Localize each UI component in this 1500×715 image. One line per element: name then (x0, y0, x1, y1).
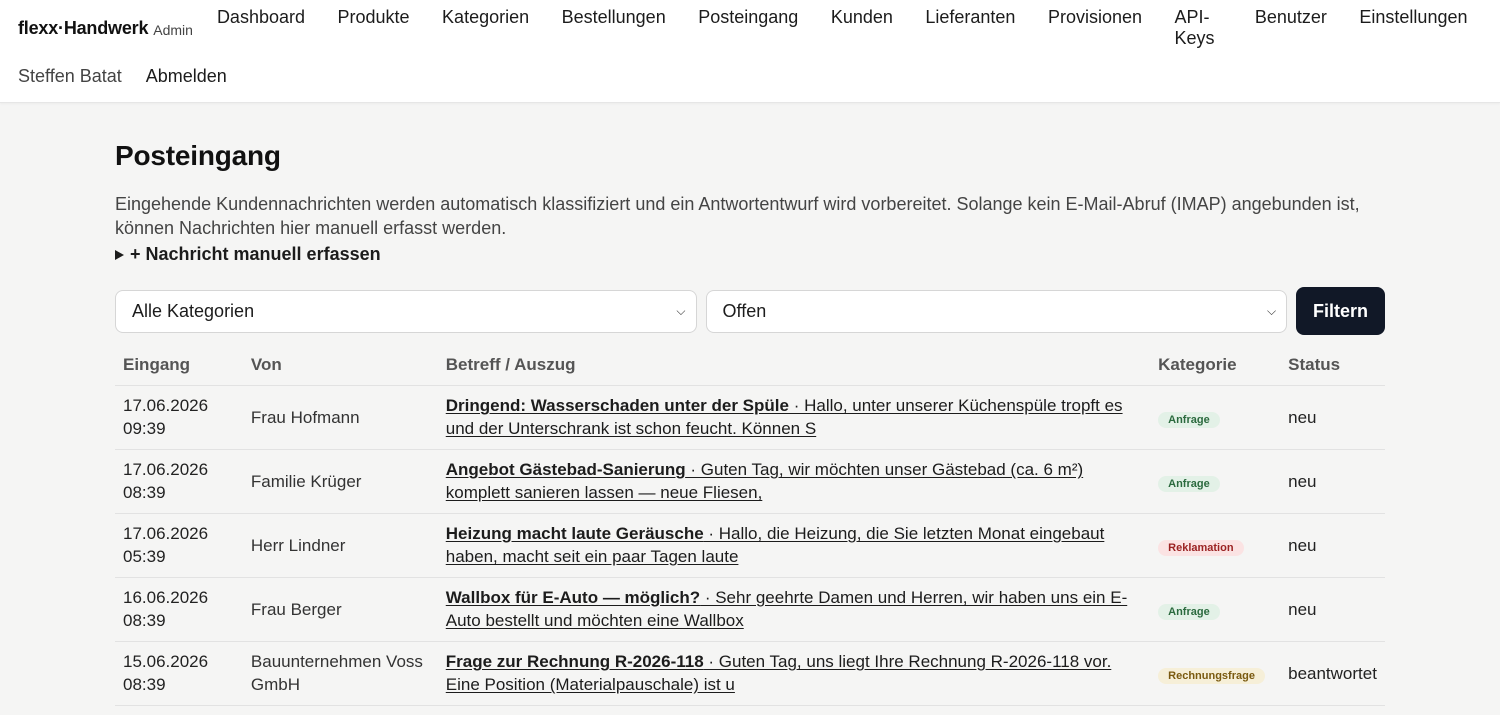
nav-link-posteingang[interactable]: Posteingang (698, 7, 799, 27)
brand-subtitle: Admin (153, 21, 193, 38)
sender-cell: Frau Hofmann (243, 385, 438, 449)
sender-cell: Herr Lindner (243, 513, 438, 577)
received-time: 08:39 (123, 675, 166, 694)
nav-link-kategorien[interactable]: Kategorien (442, 7, 530, 27)
column-header-betreff: Betreff / Auszug (438, 345, 1150, 385)
nav-link-produkte[interactable]: Produkte (337, 7, 410, 27)
category-cell (1150, 577, 1280, 641)
category-badge: Rechnungsfrage (1158, 668, 1265, 684)
message-subject: Wallbox für E-Auto — möglich? (445, 588, 701, 607)
chevron-down-icon: ⌵ (676, 303, 686, 318)
status-cell: neu (1280, 449, 1385, 513)
subject-cell (438, 577, 1150, 641)
message-subject: Angebot Gästebad-Sanierung (445, 460, 686, 479)
message-excerpt: · Sehr geehrte Damen und Herren, wir haben uns ein E-Auto bestellt und möchten eine Wallbox (445, 588, 1128, 630)
nav-link-benutzer[interactable]: Benutzer (1254, 7, 1327, 27)
received-cell (115, 449, 243, 513)
message-excerpt: · Hallo, unter unserer Küchenspüle tropft es und der Unterschrank ist schon feucht. Können S (445, 396, 1123, 438)
status-cell: neu (1280, 385, 1385, 449)
column-header-von: Von (243, 345, 438, 385)
main-content (115, 104, 1385, 706)
top-navbar (0, 0, 1500, 103)
nav-row-user (18, 56, 227, 96)
table-row (115, 641, 1385, 705)
message-excerpt: · Guten Tag, uns liegt Ihre Rechnung R-2026-118 vor. Eine Position (Materialpauschale) ist u (445, 652, 1112, 694)
status-cell: beantwortet (1280, 641, 1385, 705)
received-date: 17.06.2026 (123, 460, 209, 479)
nav-link-provisionen[interactable]: Provisionen (1047, 7, 1143, 27)
received-time: 09:39 (123, 419, 166, 438)
category-cell (1150, 641, 1280, 705)
message-excerpt: · Hallo, die Heizung, die Sie letzten Monat eingebaut haben, macht seit ein paar Tagen laute (445, 524, 1105, 566)
message-link[interactable] (446, 652, 1112, 694)
received-date: 16.06.2026 (123, 588, 209, 607)
brand-logo[interactable]: flexx·Handwerk (18, 17, 149, 38)
received-cell (115, 577, 243, 641)
nav-link-dashboard[interactable]: Dashboard (216, 7, 305, 27)
column-header-status: Status (1280, 345, 1385, 385)
status-filter-select[interactable] (706, 290, 1288, 333)
category-badge: Anfrage (1158, 476, 1220, 492)
message-subject: Heizung macht laute Geräusche (445, 524, 704, 543)
sender-cell: Familie Krüger (243, 449, 438, 513)
received-date: 17.06.2026 (123, 396, 209, 415)
category-cell (1150, 449, 1280, 513)
message-link[interactable] (446, 460, 1083, 502)
logout-link[interactable]: Abmelden (145, 65, 227, 86)
category-badge: Anfrage (1158, 604, 1220, 620)
nav-link-lieferanten[interactable]: Lieferanten (925, 7, 1016, 27)
category-cell (1150, 513, 1280, 577)
status-cell: neu (1280, 513, 1385, 577)
message-excerpt: · Guten Tag, wir möchten unser Gästebad (ca. 6 m²) komplett sanieren lassen — neue Fliesen, (445, 460, 1084, 502)
nav-link-kunden[interactable]: Kunden (830, 7, 893, 27)
current-user-name: Steffen Batat (18, 65, 122, 86)
category-filter-select[interactable] (115, 290, 697, 333)
received-date: 17.06.2026 (123, 524, 209, 543)
category-filter-value: Alle Kategorien (132, 300, 255, 321)
message-subject: Dringend: Wasserschaden unter der Spüle (445, 396, 789, 415)
received-cell (115, 513, 243, 577)
nav-row-primary (18, 0, 1500, 56)
subject-cell (438, 385, 1150, 449)
table-row (115, 513, 1385, 577)
disclosure-triangle-icon (115, 250, 124, 260)
table-header-row (115, 345, 1385, 385)
filter-bar (115, 287, 1385, 335)
sender-cell: Frau Berger (243, 577, 438, 641)
manual-entry-label: + Nachricht manuell erfassen (130, 244, 381, 264)
column-header-kategorie: Kategorie (1150, 345, 1280, 385)
message-link[interactable] (446, 588, 1127, 630)
received-cell (115, 385, 243, 449)
page-intro: Eingehende Kundennachrichten werden automatisch klassifiziert und ein Antwortentwurf wird vorbereitet. Solange kein E-Mail-Abruf (IMAP) angebunden ist, können Nachrichten hier manuell erfasst werden. (115, 194, 1360, 238)
manual-entry-toggle[interactable] (115, 244, 1385, 265)
nav-link-api-keys[interactable]: API-Keys (1174, 7, 1215, 48)
table-row (115, 385, 1385, 449)
page-title: Posteingang (115, 140, 281, 171)
nav-link-bestellungen[interactable]: Bestellungen (561, 7, 666, 27)
subject-cell (438, 641, 1150, 705)
sender-cell: Bauunternehmen Voss GmbH (243, 641, 438, 705)
received-time: 08:39 (123, 611, 166, 630)
received-cell (115, 641, 243, 705)
category-cell (1150, 385, 1280, 449)
column-header-eingang: Eingang (115, 345, 243, 385)
table-row (115, 449, 1385, 513)
message-subject: Frage zur Rechnung R-2026-118 (445, 652, 704, 671)
message-link[interactable] (446, 396, 1123, 438)
received-time: 08:39 (123, 483, 166, 502)
received-date: 15.06.2026 (123, 652, 209, 671)
subject-cell (438, 513, 1150, 577)
chevron-down-icon: ⌵ (1266, 303, 1277, 318)
category-badge: Reklamation (1158, 540, 1243, 556)
nav-link-einstellungen[interactable]: Einstellungen (1359, 7, 1468, 27)
message-link[interactable] (446, 524, 1105, 566)
received-time: 05:39 (123, 547, 166, 566)
main-nav (217, 7, 1500, 49)
subject-cell (438, 449, 1150, 513)
category-badge: Anfrage (1158, 412, 1220, 428)
table-row (115, 577, 1385, 641)
inbox-table (115, 345, 1385, 706)
status-filter-value: Offen (722, 300, 767, 321)
status-cell: neu (1280, 577, 1385, 641)
filter-button[interactable]: Filtern (1296, 287, 1385, 335)
